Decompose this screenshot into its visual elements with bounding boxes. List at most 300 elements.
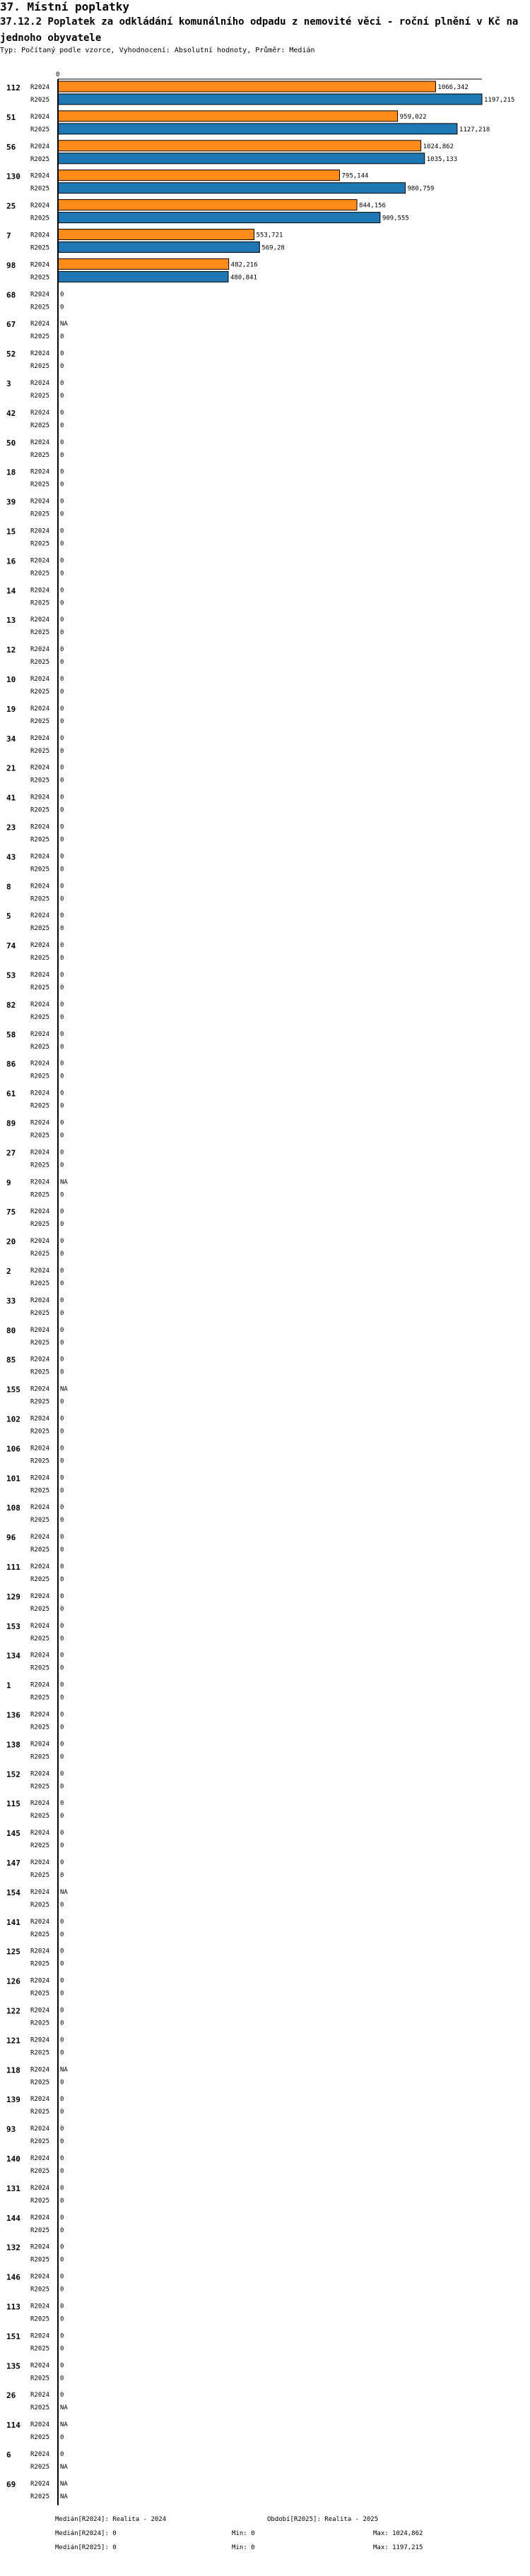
value-label: 0 <box>60 1563 64 1570</box>
value-label: 0 <box>60 587 64 595</box>
category-label: 126 <box>6 1976 20 1986</box>
series-label: R2024 <box>30 2332 50 2340</box>
value-label: 0 <box>60 2256 64 2264</box>
series-label: R2025 <box>30 688 50 696</box>
category-label: 141 <box>6 1917 20 1927</box>
category-label: 125 <box>6 1947 20 1957</box>
category-label: 115 <box>6 1799 20 1809</box>
value-label: 0 <box>60 806 64 814</box>
category-label: 27 <box>6 1148 16 1158</box>
series-label: R2025 <box>30 1931 50 1938</box>
value-label: 0 <box>60 1960 64 1968</box>
category-label: 132 <box>6 2243 20 2253</box>
value-label: NA <box>60 2480 68 2488</box>
bar-r2024 <box>58 81 435 92</box>
value-label: 0 <box>60 1977 64 1985</box>
series-label: R2025 <box>30 984 50 991</box>
series-label: R2024 <box>30 1445 50 1453</box>
value-label: 0 <box>60 1517 64 1525</box>
series-label: R2024 <box>30 2421 50 2429</box>
value-label: 0 <box>60 1457 64 1465</box>
value-label: 0 <box>60 1398 64 1406</box>
category-label: 7 <box>6 231 11 241</box>
series-label: R2024 <box>30 113 50 121</box>
series-label: R2025 <box>30 2138 50 2146</box>
category-label: 138 <box>6 1740 20 1750</box>
series-label: R2024 <box>30 1326 50 1334</box>
series-label: R2025 <box>30 244 50 252</box>
value-label: 0 <box>60 883 64 890</box>
series-label: R2024 <box>30 646 50 654</box>
series-label: R2025 <box>30 155 50 163</box>
series-label: R2025 <box>30 659 50 667</box>
value-label: 0 <box>60 659 64 667</box>
series-label: R2024 <box>30 1534 50 1542</box>
value-label: 0 <box>60 1268 64 1275</box>
value-label: 0 <box>60 2286 64 2294</box>
category-label: 39 <box>6 497 16 507</box>
series-label: R2025 <box>30 1576 50 1583</box>
series-label: R2024 <box>30 1563 50 1570</box>
category-label: 21 <box>6 763 16 773</box>
series-label: R2024 <box>30 972 50 979</box>
series-label: R2024 <box>30 1030 50 1038</box>
series-label: R2025 <box>30 274 50 282</box>
value-label: NA <box>60 2404 68 2412</box>
series-label: R2024 <box>30 1356 50 1364</box>
series-label: R2024 <box>30 84 50 91</box>
series-label: R2025 <box>30 1132 50 1140</box>
value-label: 0 <box>60 1191 64 1199</box>
value-label: 0 <box>60 1428 64 1436</box>
value-label: 0 <box>60 866 64 873</box>
category-label: 2 <box>6 1267 11 1276</box>
chart-subtitle: Typ: Počítaný podle vzorce, Vyhodnocení: Absolutní hodnoty, Průměr: Medián <box>0 47 315 54</box>
value-label: 0 <box>60 1842 64 1850</box>
value-label: 0 <box>60 1741 64 1748</box>
series-label: R2025 <box>30 540 50 548</box>
series-label: R2024 <box>30 1119 50 1127</box>
value-label: 0 <box>60 1030 64 1038</box>
series-label: R2024 <box>30 1830 50 1837</box>
series-label: R2024 <box>30 823 50 831</box>
value-label: 0 <box>60 1711 64 1719</box>
value-label: 0 <box>60 764 64 772</box>
value-label: 0 <box>60 1990 64 1998</box>
category-label: 33 <box>6 1296 16 1306</box>
value-label: 0 <box>60 380 64 387</box>
value-label: 0 <box>60 333 64 341</box>
category-label: 111 <box>6 1563 20 1572</box>
category-label: 139 <box>6 2095 20 2105</box>
category-label: 122 <box>6 2006 20 2016</box>
category-label: 15 <box>6 527 16 537</box>
series-label: R2025 <box>30 1724 50 1731</box>
value-label: 0 <box>60 2197 64 2205</box>
category-label: 85 <box>6 1355 16 1365</box>
series-label: R2025 <box>30 1013 50 1021</box>
series-label: R2025 <box>30 1428 50 1436</box>
category-label: 121 <box>6 2036 20 2046</box>
value-label: 0 <box>60 422 64 429</box>
category-label: 61 <box>6 1089 16 1099</box>
series-label: R2025 <box>30 600 50 607</box>
series-label: R2024 <box>30 1977 50 1985</box>
value-label: 0 <box>60 350 64 358</box>
category-label: 50 <box>6 438 16 448</box>
footer-text: Max: 1024,862 <box>373 2529 423 2537</box>
series-label: R2024 <box>30 1001 50 1008</box>
category-label: 9 <box>6 1178 11 1188</box>
footer-text: Min: 0 <box>232 2529 255 2537</box>
value-label: 0 <box>60 409 64 417</box>
value-label: 0 <box>60 1753 64 1761</box>
value-label: 0 <box>60 1238 64 1246</box>
value-label: 0 <box>60 1280 64 1287</box>
value-label: 0 <box>60 600 64 607</box>
series-label: R2025 <box>30 925 50 933</box>
series-label: R2024 <box>30 2007 50 2015</box>
value-label: 0 <box>60 393 64 400</box>
value-label: 0 <box>60 1872 64 1879</box>
series-label: R2025 <box>30 1517 50 1525</box>
category-label: 12 <box>6 645 16 655</box>
series-label: R2024 <box>30 232 50 239</box>
category-label: 3 <box>6 379 11 388</box>
category-label: 98 <box>6 261 16 270</box>
value-label: 0 <box>60 1326 64 1334</box>
series-label: R2024 <box>30 202 50 210</box>
series-label: R2025 <box>30 717 50 725</box>
bar-r2025 <box>58 94 482 105</box>
series-label: R2024 <box>30 2096 50 2104</box>
series-label: R2024 <box>30 1268 50 1275</box>
value-label: 0 <box>60 2109 64 2116</box>
footer-text: Medián[R2024]: Realita - 2024 <box>55 2515 167 2523</box>
category-label: 51 <box>6 112 16 122</box>
value-label: 0 <box>60 2020 64 2027</box>
series-label: R2025 <box>30 511 50 518</box>
value-label: NA <box>60 1179 68 1186</box>
series-label: R2025 <box>30 2256 50 2264</box>
value-label: 0 <box>60 2375 64 2383</box>
value-label: 0 <box>60 2168 64 2175</box>
value-label: 0 <box>60 629 64 637</box>
series-label: R2025 <box>30 1368 50 1376</box>
value-label: 0 <box>60 1859 64 1866</box>
value-label: 1035,133 <box>426 155 458 163</box>
value-label: 0 <box>60 1339 64 1347</box>
category-label: 19 <box>6 704 16 714</box>
category-label: 26 <box>6 2391 16 2401</box>
series-label: R2025 <box>30 2168 50 2175</box>
value-label: 0 <box>60 2273 64 2281</box>
value-label: 480,841 <box>230 274 257 282</box>
section-title: 37. Místní poplatky <box>0 0 130 13</box>
value-label: 0 <box>60 2362 64 2370</box>
series-label: R2024 <box>30 912 50 920</box>
value-label: 0 <box>60 540 64 548</box>
value-label: 0 <box>60 2332 64 2340</box>
category-label: 69 <box>6 2479 16 2489</box>
value-label: 0 <box>60 853 64 861</box>
value-label: 0 <box>60 363 64 371</box>
series-label: R2024 <box>30 587 50 595</box>
bar-r2024 <box>58 258 229 269</box>
value-label: 0 <box>60 1504 64 1512</box>
category-label: 16 <box>6 556 16 566</box>
value-label: 0 <box>60 1918 64 1926</box>
value-label: 0 <box>60 972 64 979</box>
category-label: 53 <box>6 971 16 980</box>
series-label: R2025 <box>30 1694 50 1702</box>
value-label: 0 <box>60 2125 64 2133</box>
series-label: R2025 <box>30 2049 50 2057</box>
series-label: R2024 <box>30 1918 50 1926</box>
value-label: 0 <box>60 1813 64 1820</box>
value-label: 0 <box>60 1073 64 1080</box>
series-label: R2025 <box>30 1339 50 1347</box>
series-label: R2024 <box>30 380 50 387</box>
value-label: 0 <box>60 2345 64 2353</box>
category-label: 41 <box>6 793 16 803</box>
series-label: R2024 <box>30 2480 50 2488</box>
series-label: R2024 <box>30 1948 50 1955</box>
category-label: 34 <box>6 734 16 744</box>
category-label: 8 <box>6 882 11 892</box>
category-label: 93 <box>6 2125 16 2135</box>
category-label: 112 <box>6 83 20 93</box>
series-label: R2025 <box>30 1753 50 1761</box>
category-label: 74 <box>6 941 16 951</box>
value-label: 0 <box>60 1652 64 1659</box>
value-label: 0 <box>60 2226 64 2234</box>
category-label: 145 <box>6 1829 20 1839</box>
value-label: 0 <box>60 955 64 962</box>
series-label: R2024 <box>30 2037 50 2044</box>
series-label: R2025 <box>30 2197 50 2205</box>
series-label: R2024 <box>30 1474 50 1482</box>
category-label: 10 <box>6 675 16 684</box>
value-label: 0 <box>60 2049 64 2057</box>
value-label: 0 <box>60 2243 64 2251</box>
category-label: 154 <box>6 1888 20 1897</box>
value-label: 0 <box>60 823 64 831</box>
value-label: 0 <box>60 1724 64 1731</box>
series-label: R2025 <box>30 1605 50 1613</box>
category-label: 68 <box>6 290 16 300</box>
value-label: 0 <box>60 451 64 459</box>
value-label: NA <box>60 2421 68 2429</box>
value-label: 0 <box>60 1043 64 1051</box>
value-label: 0 <box>60 1445 64 1453</box>
series-label: R2024 <box>30 527 50 535</box>
footer-text: Min: 0 <box>232 2544 255 2551</box>
series-label: R2024 <box>30 261 50 269</box>
value-label: 0 <box>60 1368 64 1376</box>
category-label: 56 <box>6 142 16 152</box>
value-label: 0 <box>60 1546 64 1554</box>
value-label: 0 <box>60 2079 64 2087</box>
category-label: 20 <box>6 1237 16 1247</box>
value-label: 980,759 <box>407 185 435 193</box>
series-label: R2025 <box>30 2375 50 2383</box>
series-label: R2024 <box>30 1208 50 1216</box>
series-label: R2024 <box>30 764 50 772</box>
value-label: 0 <box>60 2434 64 2442</box>
series-label: R2025 <box>30 2434 50 2442</box>
value-label: 1066,342 <box>437 84 469 91</box>
series-label: R2024 <box>30 439 50 446</box>
series-label: R2024 <box>30 172 50 180</box>
category-label: 42 <box>6 408 16 418</box>
series-label: R2025 <box>30 97 50 104</box>
category-label: 23 <box>6 823 16 833</box>
value-label: 0 <box>60 1090 64 1097</box>
value-label: 0 <box>60 616 64 624</box>
series-label: R2025 <box>30 2345 50 2353</box>
value-label: 0 <box>60 1060 64 1068</box>
category-label: 80 <box>6 1325 16 1335</box>
bar-r2025 <box>58 153 425 164</box>
category-label: 25 <box>6 201 16 211</box>
series-label: R2024 <box>30 2155 50 2162</box>
series-label: R2024 <box>30 2273 50 2281</box>
series-label: R2025 <box>30 1487 50 1495</box>
category-label: 129 <box>6 1592 20 1602</box>
series-label: R2024 <box>30 616 50 624</box>
value-label: 0 <box>60 1830 64 1837</box>
series-label: R2024 <box>30 1238 50 1246</box>
category-label: 152 <box>6 1770 20 1779</box>
series-label: R2024 <box>30 2066 50 2074</box>
category-label: 101 <box>6 1474 20 1484</box>
value-label: 1127,218 <box>459 126 490 133</box>
value-label: 0 <box>60 1635 64 1642</box>
value-label: 0 <box>60 1770 64 1778</box>
category-label: 43 <box>6 852 16 862</box>
series-label: R2025 <box>30 2109 50 2116</box>
category-label: 155 <box>6 1385 20 1395</box>
category-label: 136 <box>6 1710 20 1720</box>
series-label: R2025 <box>30 1546 50 1554</box>
value-label: 0 <box>60 1102 64 1110</box>
value-label: 0 <box>60 570 64 578</box>
value-label: 0 <box>60 2315 64 2323</box>
value-label: 569,28 <box>261 244 285 252</box>
series-label: R2024 <box>30 1179 50 1186</box>
value-label: 795,144 <box>341 172 369 180</box>
value-label: 0 <box>60 1800 64 1808</box>
series-label: R2025 <box>30 393 50 400</box>
series-label: R2025 <box>30 1872 50 1879</box>
value-label: 0 <box>60 1931 64 1938</box>
series-label: R2025 <box>30 1960 50 1968</box>
series-label: R2024 <box>30 1741 50 1748</box>
value-label: 0 <box>60 1948 64 1955</box>
series-label: R2025 <box>30 215 50 222</box>
series-label: R2025 <box>30 955 50 962</box>
bar-r2025 <box>58 242 259 253</box>
series-label: R2024 <box>30 2184 50 2192</box>
series-label: R2024 <box>30 1060 50 1068</box>
value-label: 0 <box>60 1605 64 1613</box>
series-label: R2025 <box>30 1990 50 1998</box>
category-label: 14 <box>6 586 16 596</box>
series-label: R2024 <box>30 794 50 801</box>
category-label: 106 <box>6 1444 20 1454</box>
series-label: R2024 <box>30 1090 50 1097</box>
series-label: R2024 <box>30 1770 50 1778</box>
value-label: 0 <box>60 2037 64 2044</box>
value-label: 553,721 <box>256 232 283 239</box>
value-label: 0 <box>60 304 64 311</box>
series-label: R2024 <box>30 2303 50 2310</box>
value-label: 0 <box>60 468 64 476</box>
series-label: R2025 <box>30 1783 50 1791</box>
value-label: 0 <box>60 2392 64 2399</box>
series-label: R2025 <box>30 1842 50 1850</box>
value-label: 0 <box>60 1783 64 1791</box>
series-label: R2025 <box>30 363 50 371</box>
bar-r2024 <box>58 141 421 151</box>
value-label: 0 <box>60 481 64 489</box>
value-label: 0 <box>60 1356 64 1364</box>
series-label: R2025 <box>30 806 50 814</box>
series-label: R2025 <box>30 422 50 429</box>
series-label: R2024 <box>30 498 50 506</box>
footer-text: Období[R2025]: Realita - 2025 <box>267 2515 379 2523</box>
value-label: 0 <box>60 942 64 950</box>
value-label: 0 <box>60 925 64 933</box>
series-label: R2024 <box>30 321 50 328</box>
value-label: 1197,215 <box>484 97 515 104</box>
series-label: R2024 <box>30 409 50 417</box>
series-label: R2025 <box>30 1398 50 1406</box>
series-label: R2024 <box>30 1504 50 1512</box>
category-label: 82 <box>6 1000 16 1010</box>
series-label: R2025 <box>30 1162 50 1169</box>
series-label: R2024 <box>30 883 50 890</box>
value-label: 0 <box>60 705 64 712</box>
value-label: 0 <box>60 895 64 903</box>
bar-r2024 <box>58 229 254 240</box>
series-label: R2025 <box>30 1073 50 1080</box>
category-label: 1 <box>6 1681 11 1690</box>
value-label: 0 <box>60 1415 64 1423</box>
value-label: 0 <box>60 1534 64 1542</box>
series-label: R2025 <box>30 1102 50 1110</box>
series-label: R2025 <box>30 1191 50 1199</box>
value-label: 0 <box>60 688 64 696</box>
series-label: R2025 <box>30 1901 50 1909</box>
series-label: R2024 <box>30 1592 50 1600</box>
series-label: R2025 <box>30 185 50 193</box>
value-label: NA <box>60 2464 68 2471</box>
value-label: 0 <box>60 1208 64 1216</box>
value-label: 0 <box>60 1474 64 1482</box>
series-label: R2025 <box>30 2079 50 2087</box>
category-label: 144 <box>6 2213 20 2223</box>
value-label: 0 <box>60 2184 64 2192</box>
value-label: 0 <box>60 498 64 506</box>
value-label: 0 <box>60 2451 64 2458</box>
value-label: 0 <box>60 1681 64 1689</box>
value-label: 0 <box>60 291 64 299</box>
series-label: R2024 <box>30 2214 50 2222</box>
value-label: 0 <box>60 1119 64 1127</box>
value-label: 0 <box>60 1622 64 1630</box>
